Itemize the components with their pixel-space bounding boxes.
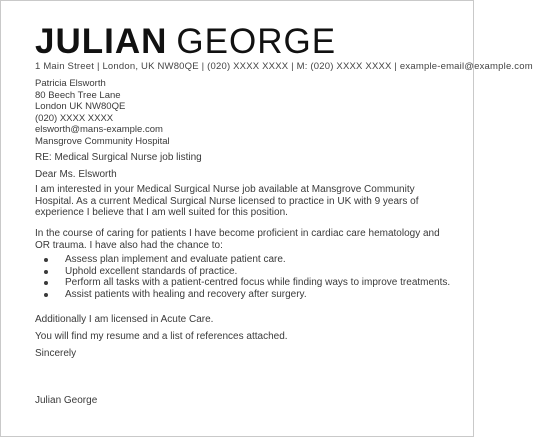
list-item <box>35 289 450 301</box>
contact-info-line: 1 Main Street | London, UK NW80QE | (020) XXXX XXXX | M: (020) XXXX XXXX | example-email@example.com <box>35 61 533 72</box>
paragraph-licensing: Additionally I am licensed in Acute Care. <box>35 314 214 325</box>
list-item <box>35 266 450 278</box>
last-name: GEORGE <box>176 22 337 61</box>
recipient-organization: Mansgrove Community Hospital <box>35 135 170 147</box>
subject-line: RE: Medical Surgical Nurse job listing <box>35 152 202 163</box>
recipient-city: London UK NW80QE <box>35 101 126 112</box>
recipient-name: Patricia Elsworth <box>35 78 106 89</box>
bullet-icon <box>44 281 48 285</box>
closing: Sincerely <box>35 348 77 359</box>
bullet-text: Assess plan implement and evaluate patient care. <box>65 254 286 265</box>
paragraph-introduction: I am interested in your Medical Surgical Nurse job available at Mansgrove Community Hospital. As a current Medical Surgical Nurse licensed to practice in UK with 9 years of experience I believe that I am well suited for this position. <box>35 184 419 218</box>
bullet-text: Perform all tasks with a patient-centred focus while finding ways to improve treatments. <box>65 277 451 288</box>
bullet-text: Uphold excellent standards of practice. <box>65 265 238 277</box>
list-item <box>35 277 450 289</box>
paragraph-attachments: You will find my resume and a list of references attached. <box>35 331 288 342</box>
bullet-icon <box>44 258 48 262</box>
recipient-street: 80 Beech Tree Lane <box>35 89 121 101</box>
signature-name: Julian George <box>35 395 98 406</box>
list-item <box>35 254 450 266</box>
recipient-address-block <box>35 78 170 147</box>
paragraph-experience: In the course of caring for patients I have become proficient in cardiac care hematology and OR trauma. I have also had the chance to: <box>35 228 440 251</box>
bullet-text: Assist patients with healing and recovery after surgery. <box>65 288 307 300</box>
salutation: Dear Ms. Elsworth <box>35 169 117 180</box>
first-name: JULIAN <box>35 22 168 61</box>
bullet-icon <box>44 293 48 297</box>
applicant-name-heading <box>35 23 336 61</box>
skills-bullet-list <box>35 254 450 300</box>
bullet-icon <box>44 270 48 274</box>
recipient-phone: (020) XXXX XXXX <box>35 112 114 124</box>
recipient-email: elsworth@mans-example.com <box>35 124 163 135</box>
